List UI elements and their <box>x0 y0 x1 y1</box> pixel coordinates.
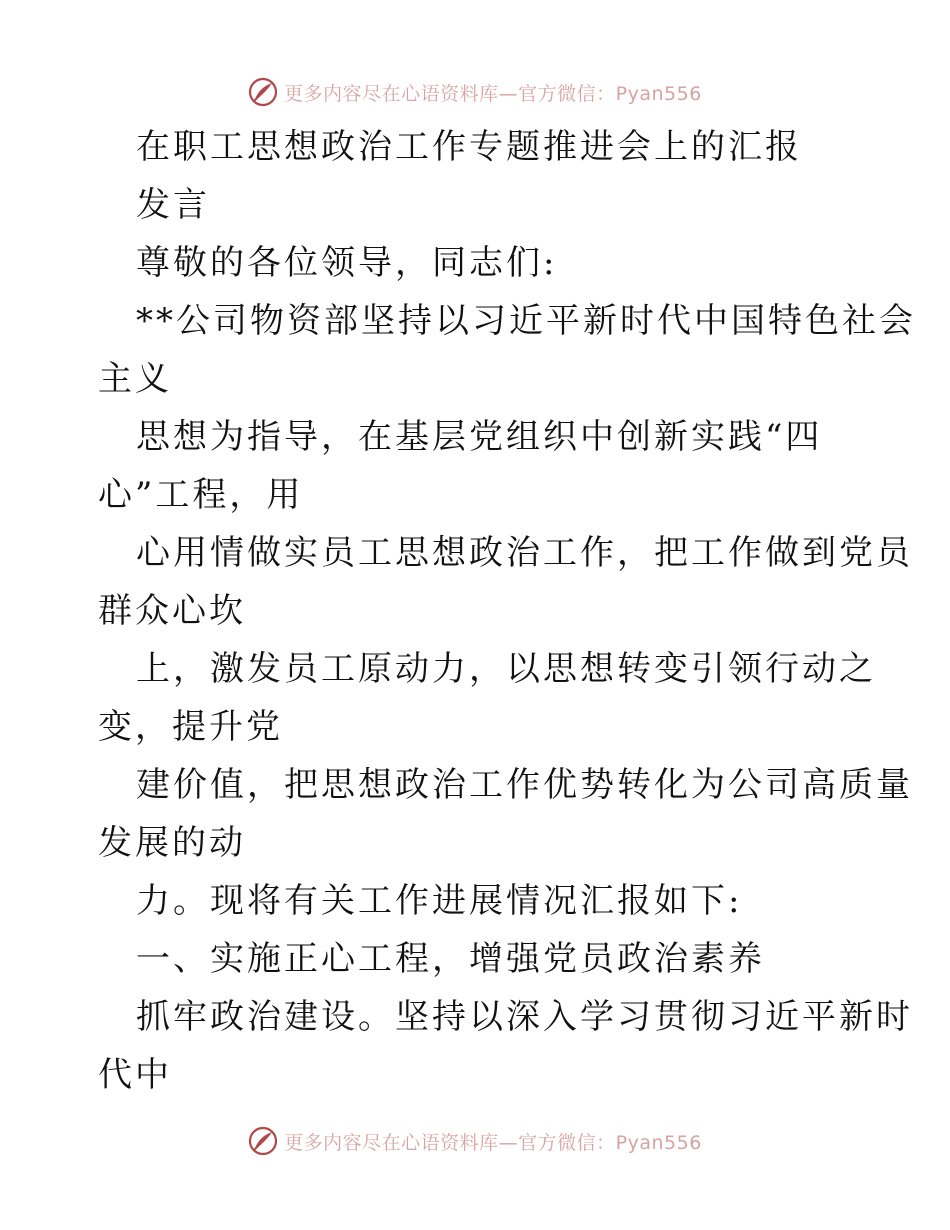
text-line: 发展的动 <box>98 823 246 863</box>
text-line: 一、实施正心工程，增强党员政治素养 <box>136 939 765 979</box>
text-line: **公司物资部坚持以习近平新时代中国特色社会 <box>136 301 916 341</box>
text-line: 发言 <box>136 185 210 225</box>
text-line: 上，激发员工原动力，以思想转变引领行动之 <box>136 649 876 689</box>
watermark-text: 更多内容尽在心语资料库—官方微信：Pyan556 <box>284 82 702 105</box>
text-line: 建价值，把思想政治工作优势转化为公司高质量 <box>136 765 913 805</box>
text-line: 抓牢政治建设。坚持以深入学习贯彻习近平新时 <box>136 997 913 1037</box>
text-line: 尊敬的各位领导，同志们: <box>136 243 558 283</box>
text-line: 变，提升党 <box>98 707 283 747</box>
footer-watermark <box>0 1121 950 1161</box>
text-line: 力。现将有关工作进展情况汇报如下: <box>136 881 743 921</box>
text-line: 主义 <box>98 359 172 399</box>
text-line: 心”工程，用 <box>98 475 304 515</box>
watermark-text: 更多内容尽在心语资料库—官方微信：Pyan556 <box>284 1131 702 1154</box>
text-line: 思想为指导，在基层党组织中创新实践“四 <box>136 417 823 457</box>
document-body <box>98 118 916 1104</box>
header-watermark <box>0 72 950 112</box>
text-line: 心用情做实员工思想政治工作，把工作做到党员 <box>136 533 913 573</box>
text-line: 在职工思想政治工作专题推进会上的汇报 <box>136 127 802 167</box>
feather-pen-logo-icon <box>248 77 278 107</box>
text-line: 代中 <box>98 1055 172 1095</box>
feather-pen-logo-icon <box>248 1126 278 1156</box>
text-line: 群众心坎 <box>98 591 246 631</box>
